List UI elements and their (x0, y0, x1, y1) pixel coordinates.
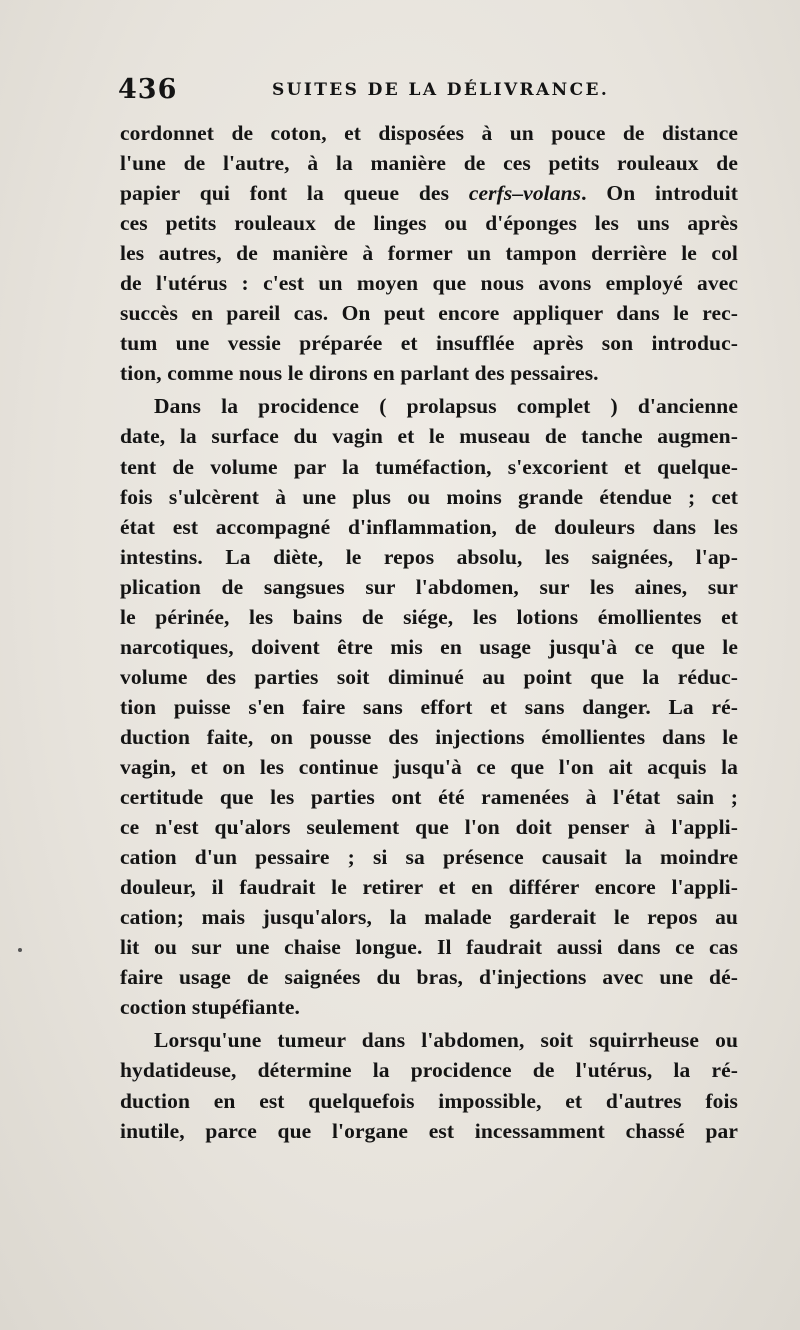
text-line: cation; mais jusqu'alors, la malade garderait le repos au (120, 905, 738, 930)
text-line: narcotiques, doivent être mis en usage jusqu'à ce que le (120, 634, 738, 659)
paragraph-3 (120, 1025, 738, 1145)
text-line: tion puisse s'en faire sans effort et sans danger. La ré- (120, 694, 738, 719)
text-line: volume des parties soit diminué au point que la réduc- (120, 664, 738, 689)
text-line: Lorsqu'une tumeur dans l'abdomen, soit squirrheuse ou (154, 1028, 738, 1053)
body-text (120, 118, 738, 1146)
running-head (118, 74, 748, 104)
paragraph-2 (120, 391, 738, 1022)
text-line: cordonnet de coton, et disposées à un pouce de distance (120, 121, 738, 145)
text-line: vagin, et on les continue jusqu'à ce que l'on ait acquis la (120, 754, 738, 779)
text-line: tion, comme nous le dirons en parlant des pessaires. (120, 361, 599, 386)
text-line: papier qui font la queue des cerfs–volans. On introduit (120, 181, 739, 206)
text-line: le périnée, les bains de siége, les lotions émollientes et (120, 604, 738, 629)
text-line: date, la surface du vagin et le museau de tanche augmen- (120, 424, 738, 449)
text-line: inutile, parce que l'organe est incessamment chassé par (120, 1118, 738, 1143)
text-line: duction faite, on pousse des injections émollientes dans le (120, 724, 738, 749)
text-line: tum une vessie préparée et insufflée après son introduc- (120, 331, 738, 356)
text-line: ces petits rouleaux de linges ou d'éponges les uns après (120, 211, 738, 236)
text-line: l'une de l'autre, à la manière de ces petits rouleaux de (120, 151, 738, 176)
text-line: coction stupéfiante. (120, 995, 300, 1020)
text-line: les autres, de manière à former un tampon derrière le col (120, 241, 738, 266)
text-line: état est accompagné d'inflammation, de douleurs dans les (120, 514, 738, 539)
text-line: douleur, il faudrait le retirer et en différer encore l'appli- (120, 875, 738, 900)
text-line: succès en pareil cas. On peut encore appliquer dans le rec- (120, 301, 738, 326)
text-line: fois s'ulcèrent à une plus ou moins grande étendue ; cet (120, 484, 738, 509)
text-line: faire usage de saignées du bras, d'injections avec une dé- (120, 965, 738, 990)
text-line: certitude que les parties ont été ramenées à l'état sain ; (120, 785, 738, 810)
page-number: 436 (118, 74, 178, 105)
text-line: Dans la procidence ( prolapsus complet ) d'ancienne (154, 394, 738, 419)
text-line: tent de volume par la tuméfaction, s'excorient et quelque- (120, 454, 738, 479)
text-line: duction en est quelquefois impossible, et d'autres fois (120, 1088, 738, 1113)
running-title: SUITES DE LA DÉLIVRANCE. (272, 80, 610, 100)
text-line: lit ou sur une chaise longue. Il faudrait aussi dans ce cas (120, 935, 738, 960)
text-line: cation d'un pessaire ; si sa présence causait la moindre (120, 845, 738, 870)
text-line: hydatideuse, détermine la procidence de l'utérus, la ré- (120, 1058, 738, 1083)
text-line: de l'utérus : c'est un moyen que nous avons employé avec (120, 271, 738, 296)
text-line: ce n'est qu'alors seulement que l'on doit penser à l'appli- (120, 815, 738, 840)
text-line: plication de sangsues sur l'abdomen, sur les aines, sur (120, 574, 738, 599)
paragraph-1 (120, 118, 738, 388)
text-line: intestins. La diète, le repos absolu, les saignées, l'ap- (120, 544, 738, 569)
ink-speck (18, 948, 22, 952)
